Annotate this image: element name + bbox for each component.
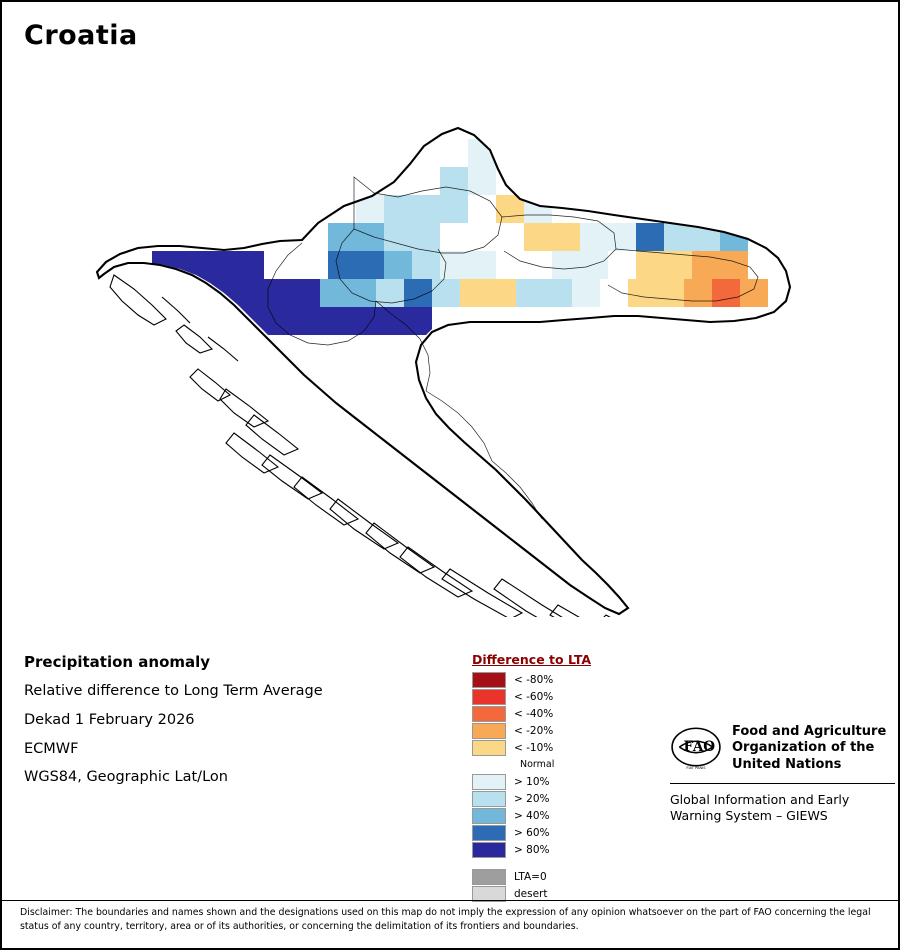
anomaly-cell bbox=[684, 279, 712, 307]
anomaly-cell bbox=[440, 195, 468, 223]
legend-item bbox=[472, 807, 591, 824]
anomaly-cell bbox=[236, 279, 264, 307]
anomaly-cell bbox=[692, 251, 720, 279]
giews-label bbox=[670, 792, 895, 825]
anomaly-cell bbox=[572, 279, 600, 307]
legend-item bbox=[472, 739, 591, 756]
legend-spacer bbox=[472, 858, 591, 868]
legend-item bbox=[472, 841, 591, 858]
legend-label: LTA=0 bbox=[514, 870, 547, 883]
anomaly-cell bbox=[516, 279, 544, 307]
fao-logo-icon bbox=[670, 724, 722, 772]
anomaly-cell bbox=[636, 251, 664, 279]
anomaly-cell bbox=[320, 307, 348, 335]
legend bbox=[472, 652, 591, 902]
anomaly-cell bbox=[580, 223, 608, 251]
anomaly-cell bbox=[412, 167, 440, 195]
svg-text:A: A bbox=[692, 739, 704, 756]
legend-label: < -40% bbox=[514, 707, 554, 720]
anomaly-cell bbox=[412, 251, 440, 279]
anomaly-cell bbox=[208, 251, 236, 279]
disclaimer-text: Disclaimer: The boundaries and names shown and the designations used on this map do not imply the expression of any opinion whatsoever on the part of FAO concerning the legal status of any country, territory, area or of its authorities, or concerning the delimitation of its frontiers and boundaries. bbox=[20, 907, 871, 932]
anomaly-cell bbox=[356, 223, 384, 251]
legend-swatch bbox=[472, 672, 506, 688]
legend-label: Normal bbox=[520, 759, 555, 770]
map-svg bbox=[2, 57, 898, 617]
legend-item-normal bbox=[472, 756, 591, 773]
legend-swatch bbox=[472, 808, 506, 824]
anomaly-cell bbox=[656, 279, 684, 307]
anomaly-cell bbox=[384, 251, 412, 279]
anomaly-cell bbox=[468, 195, 496, 223]
precipitation-anomaly-map bbox=[2, 57, 898, 617]
legend-swatch bbox=[472, 791, 506, 807]
caption-line-source: ECMWF bbox=[24, 740, 79, 757]
anomaly-cell bbox=[292, 279, 320, 307]
anomaly-cell bbox=[180, 251, 208, 279]
legend-swatch-blank bbox=[472, 757, 506, 773]
legend-item bbox=[472, 773, 591, 790]
legend-swatch bbox=[472, 723, 506, 739]
svg-text:FIAT PANIS: FIAT PANIS bbox=[686, 765, 706, 770]
anomaly-cell bbox=[496, 223, 524, 251]
anomaly-cell bbox=[264, 307, 292, 335]
legend-label: > 40% bbox=[514, 809, 550, 822]
legend-label: < -60% bbox=[514, 690, 554, 703]
anomaly-cell bbox=[376, 307, 404, 335]
anomaly-cell bbox=[496, 251, 524, 279]
anomaly-cell bbox=[488, 279, 516, 307]
fao-divider bbox=[670, 783, 895, 784]
anomaly-cell bbox=[664, 223, 692, 251]
fao-organization-name bbox=[732, 724, 886, 773]
anomaly-cell bbox=[328, 251, 356, 279]
anomaly-cell bbox=[412, 223, 440, 251]
anomaly-cell bbox=[524, 251, 552, 279]
legend-item-lta-zero bbox=[472, 868, 591, 885]
anomaly-cell bbox=[348, 307, 376, 335]
anomaly-cell bbox=[628, 279, 656, 307]
anomaly-cell bbox=[524, 195, 552, 223]
svg-text:O: O bbox=[703, 739, 716, 756]
legend-item bbox=[472, 688, 591, 705]
anomaly-cell bbox=[552, 251, 580, 279]
svg-text:F: F bbox=[683, 739, 694, 756]
anomaly-cell bbox=[468, 223, 496, 251]
anomaly-cell bbox=[468, 251, 496, 279]
anomaly-cell bbox=[412, 195, 440, 223]
anomaly-cell bbox=[552, 223, 580, 251]
anomaly-cell bbox=[460, 279, 488, 307]
legend-item bbox=[472, 705, 591, 722]
caption-line-projection: WGS84, Geographic Lat/Lon bbox=[24, 769, 228, 786]
anomaly-cell bbox=[636, 223, 664, 251]
anomaly-cell bbox=[740, 279, 768, 307]
legend-swatch bbox=[472, 740, 506, 756]
anomaly-cell bbox=[356, 251, 384, 279]
anomaly-cell bbox=[152, 279, 180, 307]
anomaly-cell bbox=[384, 223, 412, 251]
giews-line: Global Information and Early bbox=[670, 791, 850, 807]
anomaly-raster bbox=[124, 139, 768, 335]
legend-swatch bbox=[472, 706, 506, 722]
legend-label: > 60% bbox=[514, 826, 550, 839]
fao-org-line: Organization of the bbox=[732, 740, 875, 756]
legend-label: > 20% bbox=[514, 792, 550, 805]
anomaly-cell bbox=[432, 279, 460, 307]
legend-item bbox=[472, 671, 591, 688]
legend-item bbox=[472, 824, 591, 841]
fao-branding bbox=[670, 724, 895, 824]
anomaly-cell bbox=[608, 251, 636, 279]
anomaly-cell bbox=[404, 307, 432, 335]
fao-org-line: Food and Agriculture bbox=[732, 724, 887, 739]
caption-line-title: Precipitation anomaly bbox=[24, 653, 211, 671]
anomaly-cell bbox=[580, 251, 608, 279]
anomaly-cell bbox=[524, 223, 552, 251]
anomaly-cell bbox=[440, 223, 468, 251]
legend-swatch bbox=[472, 774, 506, 790]
legend-label: desert bbox=[514, 887, 548, 900]
anomaly-cell bbox=[608, 223, 636, 251]
page-title: Croatia bbox=[24, 20, 138, 51]
caption-line-period: Dekad 1 February 2026 bbox=[24, 711, 195, 728]
anomaly-cell bbox=[236, 251, 264, 279]
caption-line-subtitle: Relative difference to Long Term Average bbox=[24, 683, 323, 700]
anomaly-cell bbox=[328, 223, 356, 251]
giews-line: Warning System – GIEWS bbox=[670, 808, 828, 823]
legend-swatch bbox=[472, 825, 506, 841]
anomaly-cell bbox=[544, 279, 572, 307]
anomaly-cell bbox=[440, 167, 468, 195]
anomaly-cell bbox=[384, 195, 412, 223]
fao-header bbox=[670, 724, 895, 773]
anomaly-cell bbox=[208, 307, 236, 335]
legend-item bbox=[472, 722, 591, 739]
legend-item bbox=[472, 790, 591, 807]
legend-label: > 10% bbox=[514, 775, 550, 788]
anomaly-cell bbox=[468, 167, 496, 195]
legend-swatch bbox=[472, 869, 506, 885]
anomaly-cell bbox=[712, 279, 740, 307]
anomaly-cell bbox=[180, 307, 208, 335]
fao-org-line: United Nations bbox=[732, 756, 842, 772]
legend-swatch bbox=[472, 689, 506, 705]
anomaly-cell bbox=[440, 139, 468, 167]
legend-label: < -20% bbox=[514, 724, 554, 737]
anomaly-cell bbox=[180, 279, 208, 307]
legend-swatch bbox=[472, 842, 506, 858]
legend-label: < -10% bbox=[514, 741, 554, 754]
anomaly-cell bbox=[292, 307, 320, 335]
legend-title: Difference to LTA bbox=[472, 652, 592, 667]
legend-label: > 80% bbox=[514, 843, 550, 856]
disclaimer-divider bbox=[2, 900, 898, 901]
map-caption bbox=[24, 654, 444, 798]
legend-label: < -80% bbox=[514, 673, 554, 686]
